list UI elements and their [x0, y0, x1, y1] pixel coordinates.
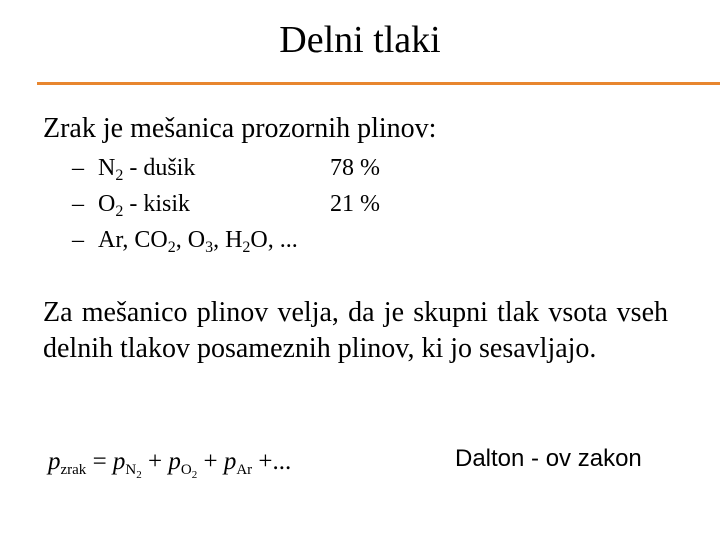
list-dash: –: [72, 155, 84, 181]
gas-row-others: [72, 225, 298, 261]
dalton-law-label: Dalton - ov zakon: [455, 445, 642, 472]
formula-sub-n: [125, 462, 142, 481]
formula-sub-n-letter: N: [125, 462, 137, 478]
separator: ,: [213, 227, 226, 253]
gas-formula-subscript: 2: [167, 239, 176, 256]
gas-row-nitrogen: [72, 153, 380, 189]
gas-formula-subscript: 2: [242, 239, 251, 256]
formula-p: p: [112, 448, 126, 475]
gas-name: - kisik: [123, 191, 191, 217]
gas-h2o: H: [225, 227, 243, 253]
formula-plus: +: [197, 448, 224, 475]
formula-sub-ar: Ar: [236, 462, 253, 478]
formula-sub-o-index: 2: [191, 469, 198, 481]
formula-p: p: [48, 448, 61, 475]
title-divider: [37, 82, 720, 85]
formula-plus: +: [141, 448, 169, 475]
gas-name: - dušik: [123, 155, 196, 181]
dalton-formula: [48, 446, 292, 481]
formula-sub-n-index: 2: [136, 469, 142, 481]
gas-o3: O: [187, 227, 206, 253]
gas-percent: 21 %: [330, 191, 380, 217]
gas-h2o-rest: O, ...: [250, 227, 298, 253]
list-dash: –: [72, 191, 84, 217]
dalton-paragraph: Za mešanico plinov velja, da je skupni tlak vsota vseh delnih tlakov posameznih plinov, ki jo sesavljajo.: [43, 297, 668, 364]
gas-co2: CO: [134, 227, 168, 253]
formula-tail: +...: [252, 448, 292, 475]
intro-text: Zrak je mešanica prozornih plinov:: [43, 113, 437, 144]
formula-sub-o-letter: O: [180, 462, 192, 478]
separator: ,: [175, 227, 188, 253]
formula-p: p: [223, 448, 237, 475]
gas-formula-subscript: 2: [115, 203, 124, 220]
gas-ar: Ar,: [98, 227, 135, 253]
formula-equals: =: [86, 448, 113, 475]
gas-formula-subscript: 3: [205, 239, 214, 256]
formula-sub-zrak: zrak: [60, 462, 87, 478]
gas-formula-subscript: 2: [115, 167, 124, 184]
gas-percent: 78 %: [330, 155, 380, 181]
formula-p: p: [168, 448, 181, 475]
gas-row-oxygen: [72, 189, 380, 225]
slide-title: Delni tlaki: [279, 19, 441, 61]
gas-list: [72, 153, 380, 261]
list-dash: –: [72, 227, 84, 253]
formula-sub-o: [180, 462, 198, 481]
gas-formula: O: [98, 191, 116, 217]
gas-formula: N: [98, 155, 116, 181]
